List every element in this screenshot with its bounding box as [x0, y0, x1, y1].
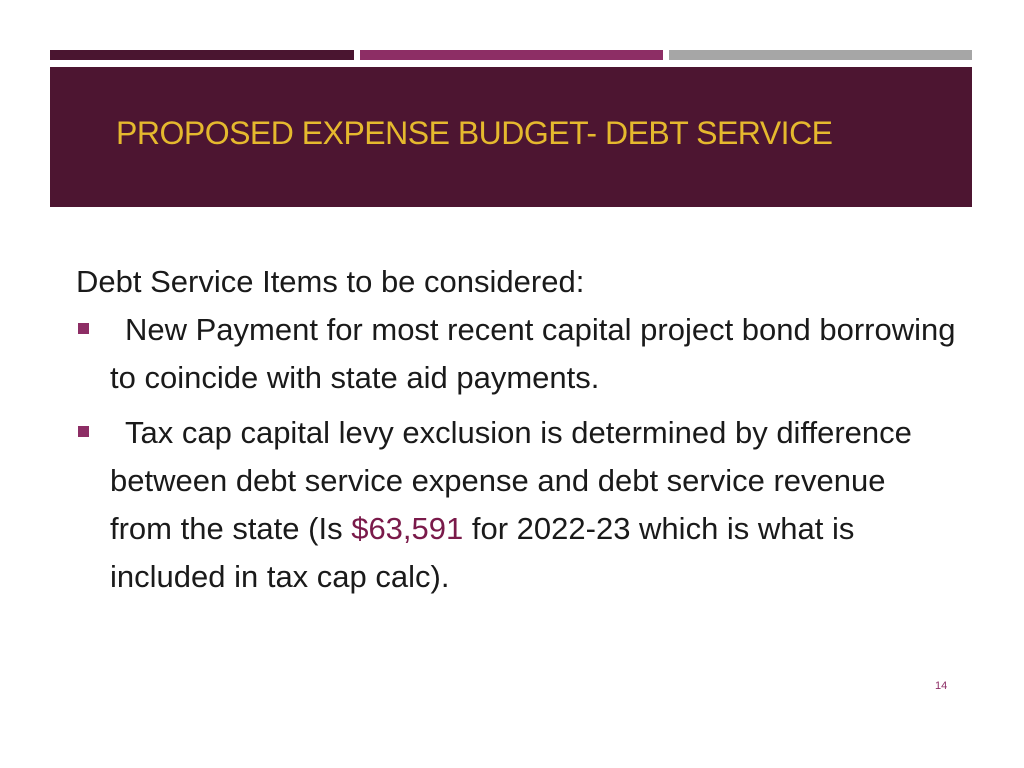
- highlighted-amount: $63,591: [351, 511, 464, 546]
- intro-text: Debt Service Items to be considered:: [76, 264, 585, 299]
- bullet-item: [76, 306, 956, 402]
- bullet-text: [110, 306, 956, 402]
- square-bullet-icon: [78, 323, 89, 334]
- slide-title: PROPOSED EXPENSE BUDGET- DEBT SERVICE: [116, 115, 833, 151]
- bullet-text-2-after: for 2022-23 which is what is included in tax cap calc).: [110, 511, 855, 594]
- accent-bar-gray: [669, 50, 972, 60]
- bullet-item: [76, 409, 956, 601]
- bullet-text-1: New Payment for most recent capital project bond borrowing to coincide with state aid payments.: [110, 312, 956, 395]
- accent-bar-magenta: [360, 50, 663, 60]
- accent-bar-dark: [50, 50, 354, 60]
- title-band: [50, 67, 972, 207]
- bullet-text-2-before: Tax cap capital levy exclusion is determined by difference between debt service expense and debt service revenue from the state (Is: [110, 415, 912, 546]
- slide-body: [76, 258, 956, 601]
- square-bullet-icon: [78, 426, 89, 437]
- page-number: 14: [935, 680, 948, 692]
- bullet-text: [110, 409, 956, 601]
